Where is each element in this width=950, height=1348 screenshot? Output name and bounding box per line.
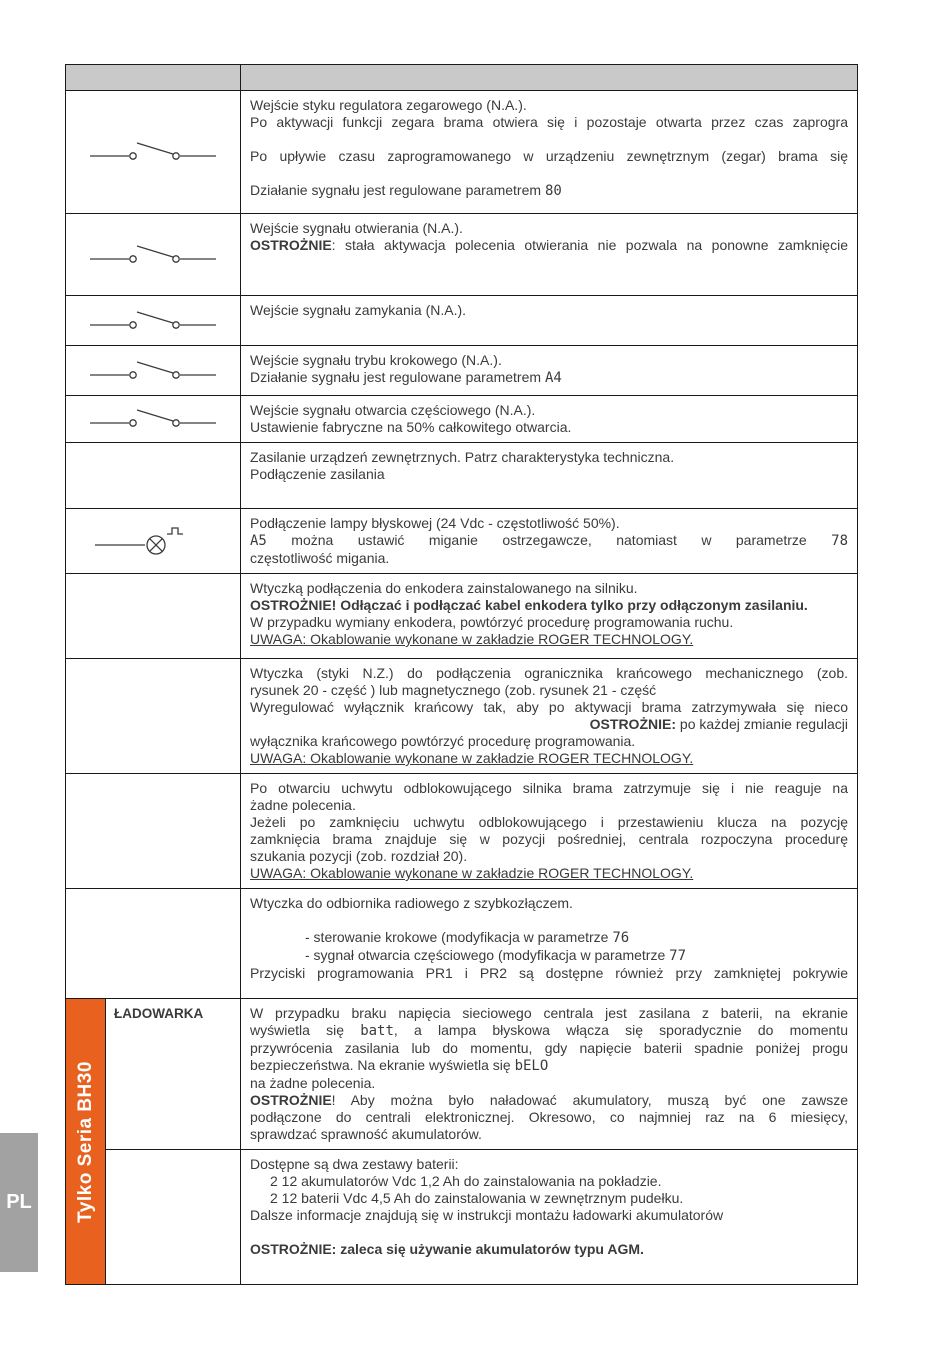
table-row <box>66 574 857 659</box>
lcd-parameter: 76 <box>612 930 630 946</box>
text-line <box>250 131 848 148</box>
lcd-parameter: 80 <box>544 183 562 199</box>
specs-table <box>65 64 858 1285</box>
text-line: Podłączenie zasilania <box>250 466 385 482</box>
language-tab <box>0 1133 38 1272</box>
bh30-side-label: Tylko Seria BH30 <box>74 1060 96 1223</box>
text-line: Wejście sygnału trybu krokowego (N.A.). <box>250 352 502 368</box>
text-line: Dalsze informacje znajdują się w instrukcji montażu ładowarki akumulatorów <box>250 1207 724 1223</box>
text-line: Przyciski programowania PR1 i PR2 są dostępne również przy zamkniętej pokrywie <box>250 965 848 981</box>
bh30-row <box>106 1150 857 1284</box>
text-line: rysunek 20 - część ) lub magnetycznego (zob. rysunek 21 - część <box>250 682 657 698</box>
flasher-icon <box>93 524 213 558</box>
contact-icon <box>88 242 218 268</box>
text-line: - sygnał otwarcia częściowego (modyfikacja w parametrze 77 <box>305 947 686 964</box>
row-description <box>241 889 857 998</box>
flasher-icon-cell <box>66 509 241 573</box>
text-line: Wtyczka do odbiornika radiowego z szybkozłączem. <box>250 895 573 911</box>
text-line: Zasilanie urządzeń zewnętrznych. Patrz charakterystyka techniczna. <box>250 449 675 465</box>
text-line: Wejście styku regulatora zegarowego (N.A.). <box>250 97 527 113</box>
text-line: Wyregulować wyłącznik krańcowy tak, aby po aktywacji brama zatrzymywała się nieco <box>250 699 848 715</box>
text-line: Ustawienie fabryczne na 50% całkowitego otwarcia. <box>250 419 572 435</box>
text-line: OSTROŻNIE: stała aktywacja polecenia otwierania nie pozwala na ponowne zamknięcie <box>250 237 848 253</box>
row-description <box>241 443 857 508</box>
contact-icon-cell <box>66 396 241 442</box>
text-line: UWAGA: Okablowanie wykonane w zakładzie ROGER TECHNOLOGY. <box>250 750 694 766</box>
header-symbol-cell <box>66 65 241 90</box>
text-line: wyłącznika krańcowego powtórzyć procedurę programowania. <box>250 733 636 749</box>
contact-icon <box>88 308 218 334</box>
bh30-row <box>106 999 857 1150</box>
row-description <box>241 296 857 345</box>
row-description <box>241 574 857 658</box>
table-row <box>66 396 857 443</box>
row-description <box>241 999 857 1149</box>
text-line: przywrócenia zasilania lub do momentu, gdy napięcie baterii spadnie poniżej progu <box>250 1040 848 1056</box>
text-line: wyświetla się batt, a lampa błyskowa włącza się sporadycznie do momentu <box>250 1022 848 1039</box>
text-line: Wtyczka (styki N.Z.) do podłączenia ogranicznika krańcowego mechanicznego (zob. <box>250 665 848 681</box>
row-description <box>241 214 857 295</box>
text-line: Wejście sygnału otwierania (N.A.). <box>250 220 463 236</box>
text-line: Podłączenie lampy błyskowej (24 Vdc - częstotliwość 50%). <box>250 515 620 531</box>
row-label <box>106 1150 241 1284</box>
text-line: zamknięcia brama znajduje się w pozycji pośredniej, centrala rozpoczyna procedurę <box>250 831 848 847</box>
lcd-parameter: 78 <box>831 533 848 549</box>
bh30-rows <box>106 999 857 1284</box>
table-row <box>66 889 857 999</box>
contact-icon <box>88 406 218 432</box>
text-line: Działanie sygnału jest regulowane parametrem A4 <box>250 369 562 386</box>
empty-symbol-cell <box>66 889 241 998</box>
text-line: podłączone do centrali elektronicznej. Okresowo, co najmniej raz na 6 miesięcy, <box>250 1109 848 1125</box>
lcd-parameter: batt <box>360 1023 394 1039</box>
text-line: - sterowanie krokowe (modyfikacja w parametrze 76 <box>305 929 630 946</box>
text-line <box>250 165 848 182</box>
empty-symbol-cell <box>66 774 241 888</box>
contact-icon-cell <box>66 346 241 395</box>
text-line: na żadne polecenia. <box>250 1075 376 1091</box>
text-line: W przypadku wymiany enkodera, powtórzyć procedurę programowania ruchu. <box>250 614 734 630</box>
row-description <box>241 346 857 395</box>
row-label: ŁADOWARKA <box>106 999 241 1149</box>
text-line: Wejście sygnału zamykania (N.A.). <box>250 302 467 318</box>
table-row <box>66 346 857 396</box>
table-row <box>66 296 857 346</box>
header-description-cell <box>241 65 857 90</box>
text-line: Jeżeli po zamknięciu uchwytu odblokowującego i przestawieniu klucza na pozycję <box>250 814 848 830</box>
text-line: OSTROŻNIE! Odłączać i podłączać kabel enkodera tylko przy odłączonym zasilaniu. <box>250 597 808 613</box>
table-row <box>66 214 857 296</box>
text-line: Działanie sygnału jest regulowane parametrem 80 <box>250 182 562 199</box>
text-line: Po otwarciu uchwytu odblokowującego silnika brama zatrzymuje się i nie reaguje na <box>250 780 848 796</box>
language-tab-label: PL <box>6 1191 32 1213</box>
lcd-parameter: A4 <box>544 370 562 386</box>
text-line: UWAGA: Okablowanie wykonane w zakładzie ROGER TECHNOLOGY. <box>250 865 694 881</box>
timer-contact-icon-cell <box>66 91 241 213</box>
row-description <box>241 659 857 773</box>
empty-symbol-cell <box>66 443 241 508</box>
text-line: W przypadku braku napięcia sieciowego centrala jest zasilana z baterii, na ekranie <box>250 1005 848 1021</box>
table-row <box>66 774 857 889</box>
text-line: sprawdzać sprawność akumulatorów. <box>250 1126 482 1142</box>
lcd-parameter: bELO <box>514 1058 549 1074</box>
table-row <box>66 659 857 774</box>
contact-icon-cell <box>66 296 241 345</box>
bh30-side-bar <box>66 999 106 1284</box>
table-row <box>66 91 857 214</box>
row-description <box>241 91 857 213</box>
row-description <box>241 774 857 888</box>
text-line: Wejście sygnału otwarcia częściowego (N.A.). <box>250 402 536 418</box>
text-line: żadne polecenia. <box>250 797 356 813</box>
bh30-section <box>66 999 857 1284</box>
text-line: 2 12 akumulatorów Vdc 1,2 Ah do zainstalowania na pokładzie. <box>270 1173 662 1189</box>
table-header-row <box>66 65 857 91</box>
table-row <box>66 509 857 574</box>
text-line: OSTROŻNIE: po każdej zmianie regulacji <box>589 716 848 732</box>
row-description <box>241 509 857 573</box>
text-line: Po upływie czasu zaprogramowanego w urządzeniu zewnętrznym (zegar) brama się <box>250 148 848 164</box>
text-line: częstotliwość migania. <box>250 550 390 566</box>
empty-symbol-cell <box>66 574 241 658</box>
text-line: 2 12 baterii Vdc 4,5 Ah do zainstalowania w zewnętrznym pudełku. <box>270 1190 684 1206</box>
text-line: Wtyczką podłączenia do enkodera zainstalowanego na silniku. <box>250 580 638 596</box>
text-line: OSTROŻNIE: zaleca się używanie akumulatorów typu AGM. <box>250 1241 644 1257</box>
text-line: Dostępne są dwa zestawy baterii: <box>250 1156 459 1172</box>
text-line <box>250 912 848 929</box>
text-line <box>250 1224 848 1241</box>
contact-icon <box>88 358 218 384</box>
text-line: OSTROŻNIE! Aby można było naładować akumulatory, muszą być one zawsze <box>250 1092 848 1108</box>
contact-icon-cell <box>66 214 241 295</box>
text-line: bezpieczeństwa. Na ekranie wyświetla się bELO <box>250 1057 549 1074</box>
text-line: A5 można ustawić miganie ostrzegawcze, natomiast w parametrze 78 <box>250 532 848 549</box>
text-line: szukania pozycji (zob. rozdział 20). <box>250 848 468 864</box>
lcd-parameter: 77 <box>669 948 686 964</box>
text-line: Po aktywacji funkcji zegara brama otwiera się i pozostaje otwarta przez czas zaprogra <box>250 114 848 130</box>
row-description <box>241 396 857 442</box>
row-description <box>241 1150 857 1284</box>
empty-symbol-cell <box>66 659 241 773</box>
text-line: UWAGA: Okablowanie wykonane w zakładzie ROGER TECHNOLOGY. <box>250 631 694 647</box>
table-row <box>66 443 857 509</box>
timer-contact-icon <box>88 139 218 165</box>
specs-table-rows <box>66 65 857 999</box>
lcd-parameter: A5 <box>250 533 267 549</box>
